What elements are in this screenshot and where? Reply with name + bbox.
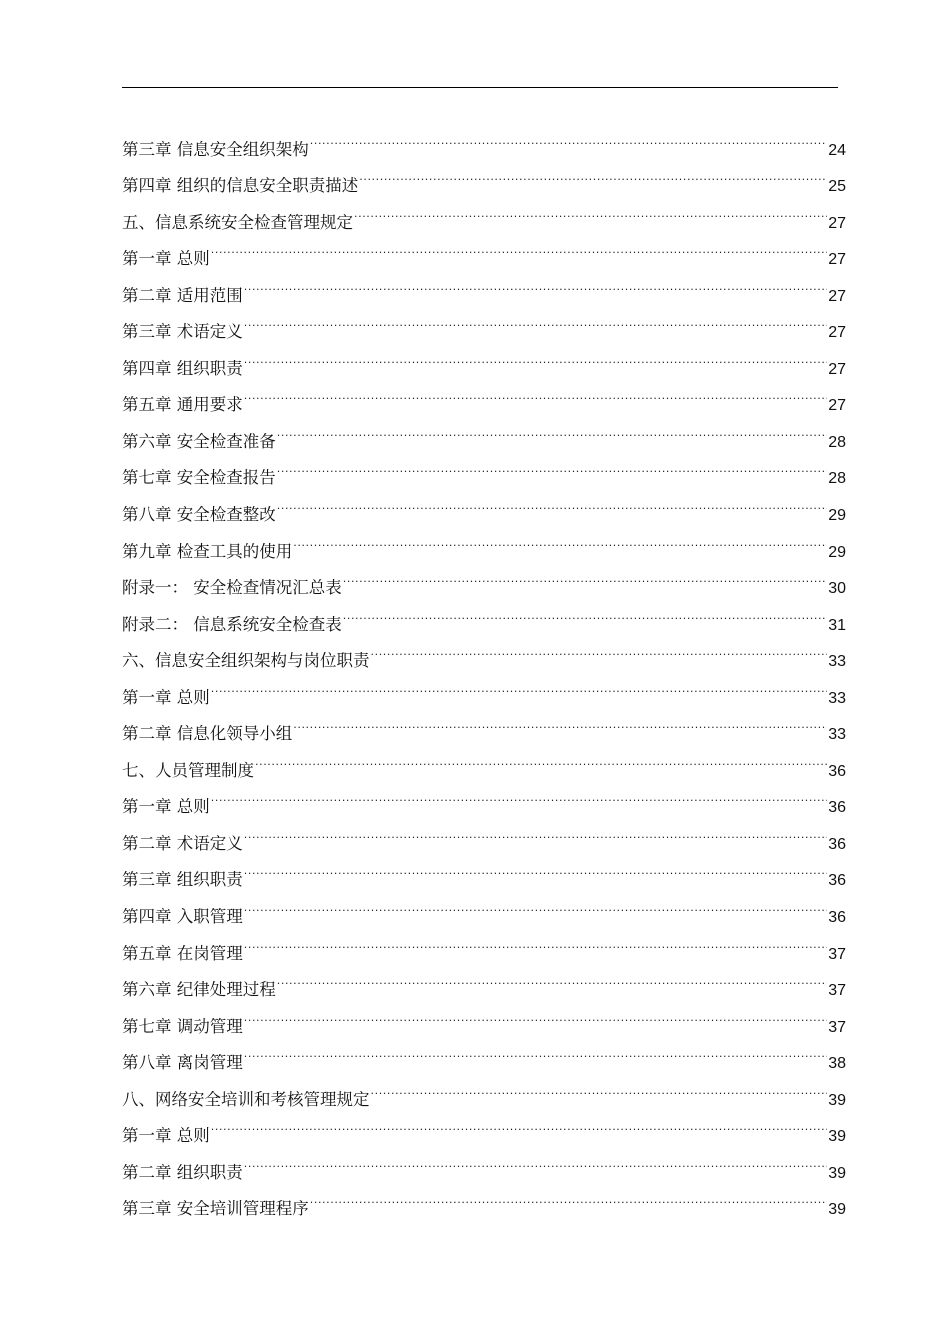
toc-entry-title: 第一章 总则 xyxy=(122,249,210,269)
toc-entry-page-number: 27 xyxy=(828,324,846,342)
toc-dot-leader xyxy=(293,520,827,557)
toc-entry-title: 五、信息系统安全检查管理规定 xyxy=(122,212,353,232)
toc-entry[interactable] xyxy=(122,812,846,853)
toc-entry-page-number: 30 xyxy=(828,580,846,598)
toc-entry-page-number: 27 xyxy=(828,214,846,232)
toc-entry[interactable] xyxy=(122,1105,846,1146)
toc-dot-leader xyxy=(244,995,827,1032)
toc-entry-title: 第三章 术语定义 xyxy=(122,322,243,342)
toc-dot-leader xyxy=(277,959,827,996)
toc-dot-leader xyxy=(211,228,827,265)
toc-entry-page-number: 33 xyxy=(828,653,846,671)
toc-dot-leader xyxy=(244,1141,827,1178)
toc-entry-page-number: 39 xyxy=(828,1091,846,1109)
toc-entry-page-number: 27 xyxy=(828,360,846,378)
toc-entry-page-number: 37 xyxy=(828,1018,846,1036)
toc-entry-title: 第五章 在岗管理 xyxy=(122,943,243,963)
toc-dot-leader xyxy=(354,191,827,228)
toc-dot-leader xyxy=(310,118,827,155)
toc-dot-leader xyxy=(211,776,827,813)
toc-entry[interactable] xyxy=(122,703,846,744)
toc-entry-page-number: 27 xyxy=(828,397,846,415)
toc-dot-leader xyxy=(244,374,827,411)
toc-entry-title: 八、网络安全培训和考核管理规定 xyxy=(122,1089,370,1109)
toc-entry-title: 六、信息安全组织架构与岗位职责 xyxy=(122,651,370,671)
table-of-contents xyxy=(122,118,846,1219)
toc-entry-title: 第六章 纪律处理过程 xyxy=(122,980,276,1000)
toc-entry-title: 第七章 调动管理 xyxy=(122,1016,243,1036)
toc-entry-page-number: 36 xyxy=(828,835,846,853)
toc-entry-title: 第一章 总则 xyxy=(122,1126,210,1146)
toc-entry-page-number: 24 xyxy=(828,141,846,159)
toc-dot-leader xyxy=(244,922,827,959)
toc-dot-leader xyxy=(244,849,827,886)
toc-entry-title: 第三章 安全培训管理程序 xyxy=(122,1199,309,1219)
toc-entry[interactable] xyxy=(122,666,846,707)
toc-entry[interactable] xyxy=(122,118,846,159)
toc-dot-leader xyxy=(244,1032,827,1069)
toc-dot-leader xyxy=(244,812,827,849)
toc-entry-page-number: 36 xyxy=(828,762,846,780)
toc-dot-leader xyxy=(255,739,827,776)
toc-entry-title: 第三章 组织职责 xyxy=(122,870,243,890)
toc-entry-page-number: 28 xyxy=(828,433,846,451)
toc-entry-title: 第八章 安全检查整改 xyxy=(122,505,276,525)
toc-dot-leader xyxy=(211,1105,827,1142)
toc-dot-leader xyxy=(244,301,827,338)
toc-entry-title: 第七章 安全检查报告 xyxy=(122,468,276,488)
header-rule xyxy=(122,87,838,88)
toc-entry-page-number: 39 xyxy=(828,1201,846,1219)
toc-entry-page-number: 38 xyxy=(828,1055,846,1073)
toc-entry-page-number: 33 xyxy=(828,689,846,707)
toc-entry[interactable] xyxy=(122,264,846,305)
toc-dot-leader xyxy=(244,885,827,922)
toc-entry-title: 第五章 通用要求 xyxy=(122,395,243,415)
toc-entry-title: 第六章 安全检查准备 xyxy=(122,431,276,451)
toc-dot-leader xyxy=(211,666,827,703)
toc-entry[interactable] xyxy=(122,1141,846,1182)
toc-entry-page-number: 36 xyxy=(828,799,846,817)
toc-dot-leader xyxy=(371,1068,828,1105)
toc-entry-title: 第三章 信息安全组织架构 xyxy=(122,139,309,159)
toc-entry-page-number: 39 xyxy=(828,1164,846,1182)
toc-entry-page-number: 27 xyxy=(828,251,846,269)
toc-entry-page-number: 29 xyxy=(828,543,846,561)
toc-entry-title: 第二章 组织职责 xyxy=(122,1162,243,1182)
toc-entry-title: 第八章 离岗管理 xyxy=(122,1053,243,1073)
toc-entry-page-number: 27 xyxy=(828,287,846,305)
toc-entry-page-number: 36 xyxy=(828,909,846,927)
toc-dot-leader xyxy=(310,1178,827,1215)
toc-dot-leader xyxy=(359,155,827,192)
toc-entry-page-number: 28 xyxy=(828,470,846,488)
toc-entry[interactable] xyxy=(122,228,846,269)
toc-dot-leader xyxy=(277,483,827,520)
toc-entry-title: 第四章 组织职责 xyxy=(122,358,243,378)
toc-dot-leader xyxy=(343,593,827,630)
toc-dot-leader xyxy=(293,703,827,740)
toc-dot-leader xyxy=(244,264,827,301)
toc-entry-page-number: 25 xyxy=(828,178,846,196)
toc-dot-leader xyxy=(343,557,827,594)
toc-entry-title: 附录二： 信息系统安全检查表 xyxy=(122,614,342,634)
toc-entry[interactable] xyxy=(122,776,846,817)
toc-entry-title: 第一章 总则 xyxy=(122,797,210,817)
toc-entry-title: 第一章 总则 xyxy=(122,687,210,707)
toc-entry-title: 七、人员管理制度 xyxy=(122,760,254,780)
toc-dot-leader xyxy=(277,447,827,484)
toc-entry-page-number: 37 xyxy=(828,945,846,963)
toc-dot-leader xyxy=(277,410,827,447)
toc-entry-title: 第二章 术语定义 xyxy=(122,833,243,853)
toc-entry-page-number: 39 xyxy=(828,1128,846,1146)
toc-entry-page-number: 29 xyxy=(828,507,846,525)
toc-entry-page-number: 37 xyxy=(828,982,846,1000)
toc-entry-page-number: 31 xyxy=(828,616,846,634)
toc-entry-title: 第九章 检查工具的使用 xyxy=(122,541,293,561)
toc-entry-title: 第二章 适用范围 xyxy=(122,285,243,305)
toc-entry-title: 附录一： 安全检查情况汇总表 xyxy=(122,578,342,598)
toc-dot-leader xyxy=(244,337,827,374)
toc-entry-title: 第二章 信息化领导小组 xyxy=(122,724,293,744)
toc-dot-leader xyxy=(371,630,828,667)
toc-entry-page-number: 36 xyxy=(828,872,846,890)
toc-entry-title: 第四章 入职管理 xyxy=(122,907,243,927)
toc-entry-page-number: 33 xyxy=(828,726,846,744)
toc-entry-title: 第四章 组织的信息安全职责描述 xyxy=(122,176,359,196)
